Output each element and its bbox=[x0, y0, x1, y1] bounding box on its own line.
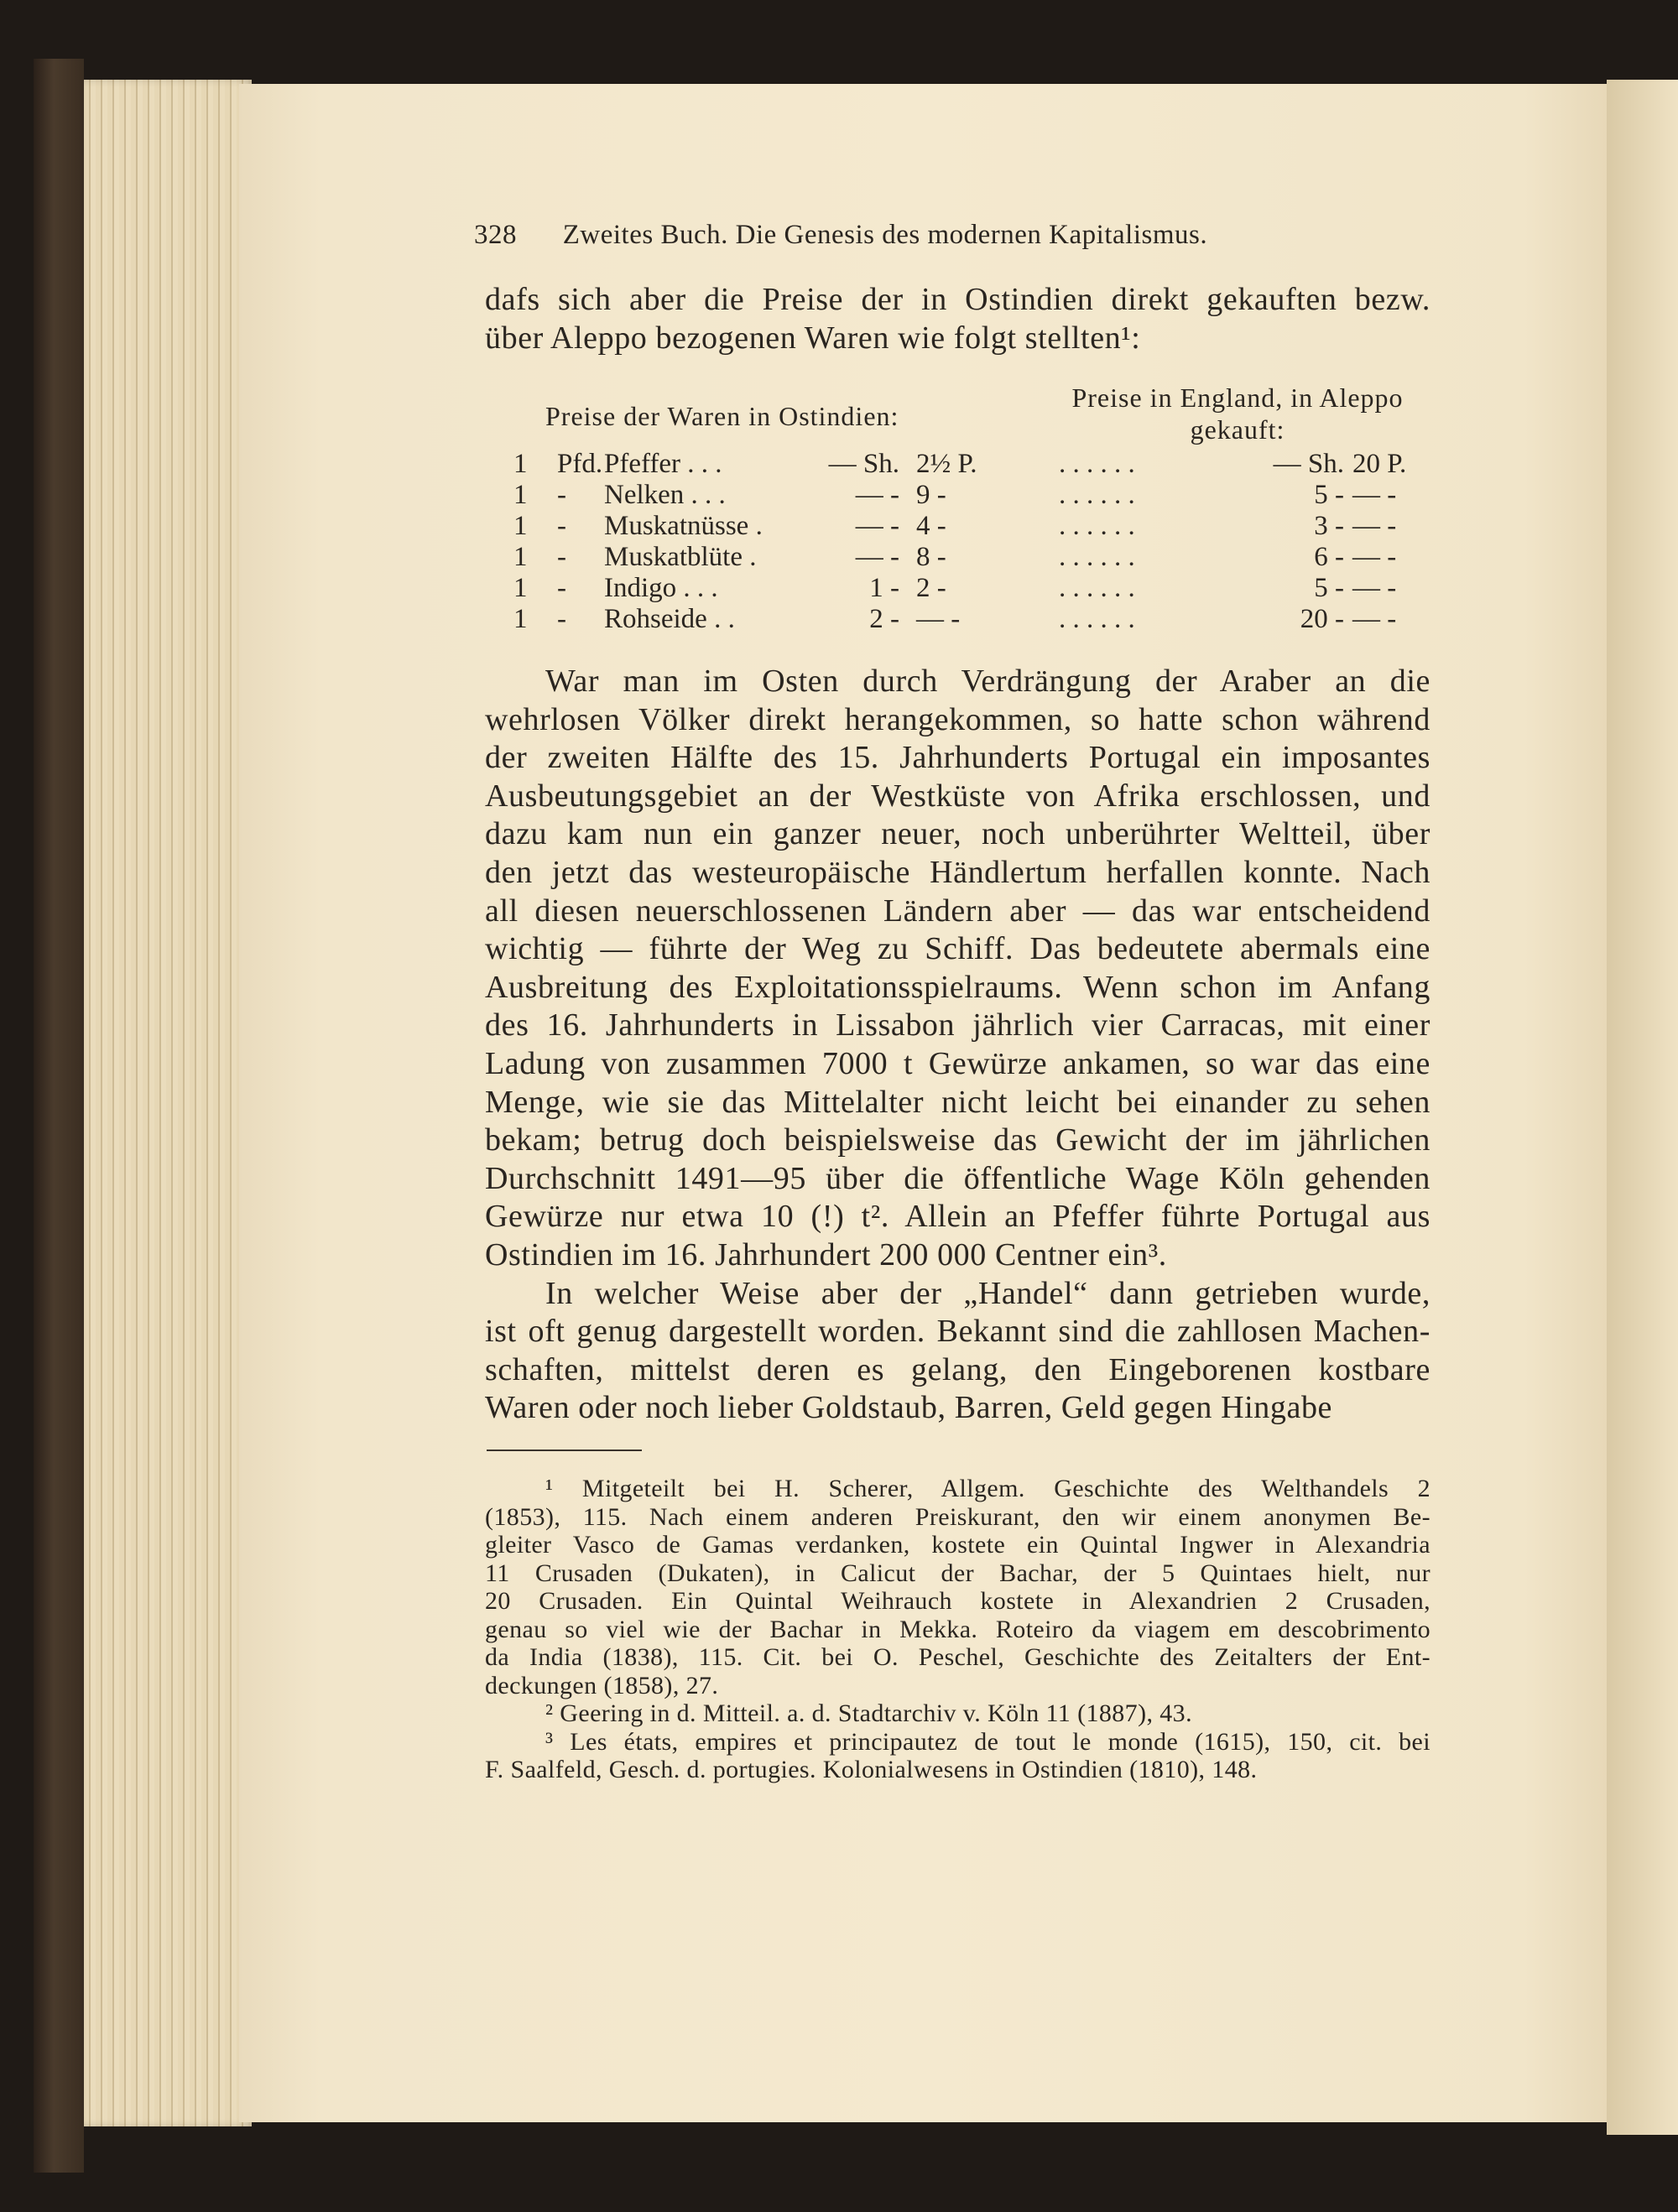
footnotes bbox=[485, 1475, 1430, 1784]
table-cell-p: — - bbox=[916, 604, 961, 634]
paragraph bbox=[485, 1275, 1430, 1428]
table-cell-dots: . . . . . . bbox=[1059, 511, 1135, 541]
table-cell-qty: 1 bbox=[513, 480, 528, 510]
table-cell-esh: 20 - bbox=[1300, 604, 1344, 634]
page-number: 328 bbox=[474, 220, 517, 250]
table-cell-ep: 20 P. bbox=[1352, 449, 1407, 479]
table-cell-unit: - bbox=[557, 480, 566, 510]
table-cell-esh: — Sh. bbox=[1273, 449, 1344, 479]
table-cell-ware: Rohseide . . bbox=[604, 604, 735, 634]
table-heading-right: Preise in England, in Aleppo gekauft: bbox=[1071, 383, 1404, 445]
table-cell-ware: Pfeffer . . . bbox=[604, 449, 722, 479]
text-line: dazu kam nun ein ganzer neuer, noch unberührter Weltteil, über bbox=[485, 816, 1430, 852]
footnote-line: da India (1838), 115. Cit. bei O. Peschel, Geschichte des Zeitalters der Ent- bbox=[485, 1643, 1430, 1671]
table-cell-ep: — - bbox=[1352, 573, 1397, 603]
table-cell-esh: 5 - bbox=[1314, 480, 1344, 510]
table-cell-ep: — - bbox=[1352, 511, 1397, 541]
table-cell-esh: 5 - bbox=[1314, 573, 1344, 603]
footnote-line: genau so viel wie der Bachar in Mekka. Roteiro da viagem em descobrimento bbox=[485, 1615, 1430, 1643]
text-line: Ostindien im 16. Jahrhundert 200 000 Centner ein³. bbox=[485, 1236, 1167, 1273]
table-cell-ep: — - bbox=[1352, 480, 1397, 510]
table-cell-qty: 1 bbox=[513, 511, 528, 541]
footnote-line: 20 Crusaden. Ein Quintal Weihrauch kostete in Alexandrien 2 Crusaden, bbox=[485, 1587, 1430, 1615]
text-line: den jetzt das westeuropäische Händlertum herfallen konnte. Nach bbox=[485, 854, 1430, 890]
table-cell-sh: — - bbox=[855, 480, 899, 510]
table-cell-ware: Nelken . . . bbox=[604, 480, 726, 510]
footnote-line: ² Geering in d. Mitteil. a. d. Stadtarchiv v. Köln 11 (1887), 43. bbox=[545, 1699, 1192, 1727]
table-cell-ep: — - bbox=[1352, 542, 1397, 572]
table-cell-esh: 3 - bbox=[1314, 511, 1344, 541]
main-text bbox=[485, 663, 1430, 1428]
page-edges bbox=[84, 80, 252, 2126]
table-cell-unit: - bbox=[557, 604, 566, 634]
table-cell-ware: Muskatblüte . bbox=[604, 542, 757, 572]
text-line: Menge, wie sie das Mittelalter nicht leicht bei einander zu sehen bbox=[485, 1084, 1430, 1120]
footnote-line: 11 Crusaden (Dukaten), in Calicut der Bachar, der 5 Quintaes hielt, nur bbox=[485, 1559, 1430, 1587]
text-line: Ladung von zusammen 7000 t Gewürze ankamen, so war das eine bbox=[485, 1045, 1430, 1081]
text-line: dafs sich aber die Preise der in Ostindien direkt gekauften bezw. bbox=[485, 282, 1430, 317]
text-line: wehrlosen Völker direkt herangekommen, so hatte schon während bbox=[485, 701, 1430, 737]
table-cell-unit: - bbox=[557, 542, 566, 572]
text-line: In welcher Weise aber der „Handel“ dann getrieben wurde, bbox=[545, 1275, 1430, 1311]
table-cell-p: 4 - bbox=[916, 511, 946, 541]
table-heading-left: Preise der Waren in Ostindien: bbox=[545, 401, 899, 431]
table-cell-sh: 2 - bbox=[869, 604, 899, 634]
intro-text bbox=[485, 280, 1430, 357]
footnote-line: F. Saalfeld, Gesch. d. portugies. Kolonialwesens in Ostindien (1810), 148. bbox=[485, 1756, 1258, 1783]
table-cell-p: 9 - bbox=[916, 480, 946, 510]
footnote-rule bbox=[487, 1450, 642, 1451]
table-cell-ep: — - bbox=[1352, 604, 1397, 634]
running-head bbox=[474, 220, 1313, 251]
table-cell-p: 8 - bbox=[916, 542, 946, 572]
table-cell-esh: 6 - bbox=[1314, 542, 1344, 572]
text-line: bekam; betrug doch beispielsweise das Gewicht der im jährlichen bbox=[485, 1122, 1430, 1158]
text-line: Waren oder noch lieber Goldstaub, Barren, Geld gegen Hingabe bbox=[485, 1390, 1333, 1426]
text-line: Gewürze nur etwa 10 (!) t². Allein an Pfeffer führte Portugal aus bbox=[485, 1199, 1430, 1235]
table-cell-dots: . . . . . . bbox=[1059, 449, 1135, 479]
text-line: Ausbeutungsgebiet an der Westküste von Afrika erschlossen, und bbox=[485, 778, 1430, 814]
facing-page-edge bbox=[1607, 80, 1678, 2135]
text-line: der zweiten Hälfte des 15. Jahrhunderts Portugal ein imposantes bbox=[485, 740, 1430, 776]
table-cell-qty: 1 bbox=[513, 449, 528, 479]
table-cell-sh: 1 - bbox=[869, 573, 899, 603]
text-line: Durchschnitt 1491—95 über die öffentliche Wage Köln gehenden bbox=[485, 1160, 1430, 1196]
table-cell-ware: Muskatnüsse . bbox=[604, 511, 763, 541]
table-cell-dots: . . . . . . bbox=[1059, 604, 1135, 634]
table-cell-unit: - bbox=[557, 573, 566, 603]
table-cell-sh: — - bbox=[855, 542, 899, 572]
table-cell-dots: . . . . . . bbox=[1059, 542, 1135, 572]
text-line: wichtig — führte der Weg zu Schiff. Das bedeutete abermals eine bbox=[485, 931, 1430, 967]
table-cell-unit: - bbox=[557, 511, 566, 541]
footnote-line: ³ Les états, empires et principautez de tout le monde (1615), 150, cit. bei bbox=[545, 1727, 1430, 1756]
book-binding bbox=[34, 59, 84, 2173]
table-cell-qty: 1 bbox=[513, 542, 528, 572]
footnote-line: deckungen (1858), 27. bbox=[485, 1671, 719, 1699]
text-line: schaften, mittelst deren es gelang, den Eingeborenen kostbare bbox=[485, 1351, 1430, 1387]
table-cell-ware: Indigo . . . bbox=[604, 573, 718, 603]
footnote-line: gleiter Vasco de Gamas verdanken, kostete ein Quintal Ingwer in Alexandria bbox=[485, 1531, 1430, 1559]
running-title: Zweites Buch. Die Genesis des modernen Kapitalismus. bbox=[562, 220, 1208, 250]
footnote-line: ¹ Mitgeteilt bei H. Scherer, Allgem. Geschichte des Welthandels 2 bbox=[545, 1475, 1430, 1502]
table-cell-sh: — Sh. bbox=[828, 449, 899, 479]
table-cell-qty: 1 bbox=[513, 604, 528, 634]
table-cell-dots: . . . . . . bbox=[1059, 480, 1135, 510]
table-cell-dots: . . . . . . bbox=[1059, 573, 1135, 603]
table-cell-p: 2½ P. bbox=[916, 449, 977, 479]
text-line: ist oft genug dargestellt worden. Bekannt sind die zahllosen Machen- bbox=[485, 1314, 1430, 1350]
table-cell-unit: Pfd. bbox=[557, 449, 603, 479]
table-cell-p: 2 - bbox=[916, 573, 946, 603]
table-cell-sh: — - bbox=[855, 511, 899, 541]
text-line: War man im Osten durch Verdrängung der Araber an die bbox=[545, 664, 1430, 699]
text-line: all diesen neuerschlossenen Ländern aber — das war entscheidend bbox=[485, 893, 1430, 929]
text-line: des 16. Jahrhunderts in Lissabon jährlich vier Carracas, mit einer bbox=[485, 1007, 1430, 1044]
text-line: über Aleppo bezogenen Waren wie folgt stellten¹: bbox=[485, 320, 1141, 356]
paragraph bbox=[485, 663, 1430, 1275]
footnote-line: (1853), 115. Nach einem anderen Preiskurant, den wir einem anonymen Be- bbox=[485, 1502, 1430, 1531]
text-line: Ausbreitung des Exploitationsspielraums. Wenn schon im Anfang bbox=[485, 969, 1430, 1005]
table-cell-qty: 1 bbox=[513, 573, 528, 603]
